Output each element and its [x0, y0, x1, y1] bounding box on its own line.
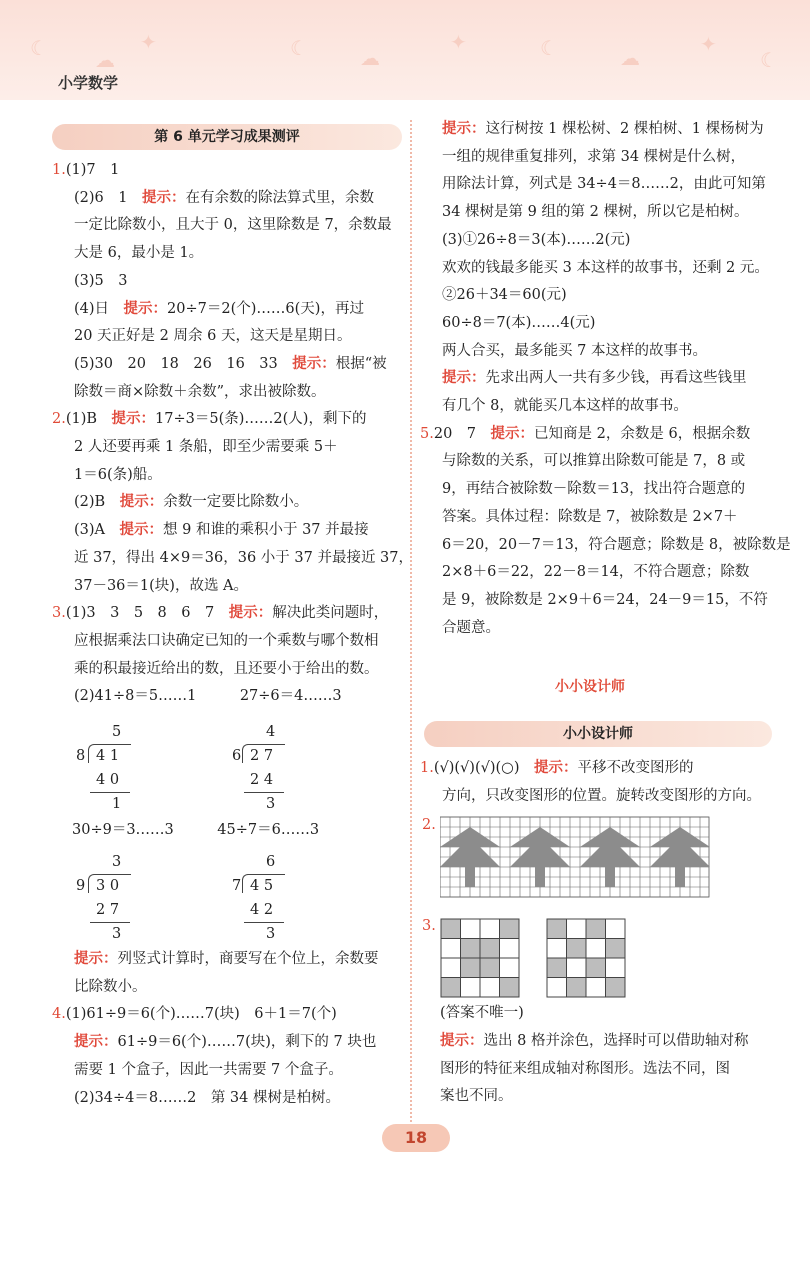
text-line: 欢欢的钱最多能买 3 本这样的故事书，还剩 2 元。: [442, 259, 769, 276]
text-line: (3)①26÷8＝3(本)……2(元): [442, 231, 631, 248]
long-division-27-6: 4 6 2 7 2 4 3: [232, 722, 312, 812]
star-icon: ✦: [700, 32, 717, 56]
grid-cell: [441, 958, 461, 978]
grid-cell: [606, 919, 626, 939]
q3-number: 3.: [422, 918, 436, 934]
text-line: 4.(1)61÷9＝6(个)……7(块) 6＋1＝7(个): [52, 1006, 337, 1023]
grid-cell: [480, 919, 500, 939]
grid-cell: [567, 958, 587, 978]
text-line: 2×8＋6＝22，22－8＝14，不符合题意；除数: [442, 564, 750, 581]
text-line: (2)B 提示：余数一定要比除数小。: [74, 494, 309, 511]
grid-cell: [461, 958, 481, 978]
text-line: 案也不同。: [440, 1088, 513, 1105]
grid-cell: [461, 978, 481, 998]
grid-cell: [500, 939, 520, 959]
grid-cell: [586, 939, 606, 959]
text-line: 34 棵树是第 9 组的第 2 棵树，所以它是柏树。: [442, 204, 749, 221]
star-icon: ✦: [450, 30, 467, 54]
left-answers: [52, 157, 414, 711]
text-line: 图形的特征来组成轴对称图形。选法不同，图: [440, 1060, 730, 1077]
moon-icon: ☾: [30, 36, 48, 60]
header-banner: [0, 0, 810, 100]
long-division-45-7: 6 7 4 5 4 2 3: [232, 852, 312, 942]
section-title-designer: 小小设计师: [424, 721, 772, 747]
grid-cell: [606, 978, 626, 998]
tree-grid-figure: [440, 816, 710, 898]
grid-cell: [480, 939, 500, 959]
grid-cell: [567, 939, 587, 959]
subject-label: 小学数学: [58, 74, 119, 92]
text-line: 答案。具体过程：除数是 7，被除数是 2×7＋: [442, 508, 738, 525]
designer-q1: 1.(√)(√)(√)(○) 提示：平移不改变图形的 方向，只改变图形的位置。旋转改变图形的方向。: [420, 760, 761, 804]
grid-cell: [606, 958, 626, 978]
grid-cell: [547, 919, 567, 939]
text-line: 3.(1)3 3 5 8 6 7 提示：解决此类问题时，: [52, 605, 389, 622]
grid-cell: [500, 978, 520, 998]
long-division-30-9: 3 9 3 0 2 7 3: [76, 852, 156, 942]
text-line: (2)34÷4＝8……2 第 34 棵树是柏树。: [74, 1089, 340, 1106]
grid-cell: [480, 978, 500, 998]
text-line: 5.20 7 提示：已知商是 2，余数是 6，根据余数: [420, 425, 751, 442]
section-title-unit6: 第 6 单元学习成果测评: [52, 124, 402, 150]
grid-cell: [586, 919, 606, 939]
text-line: (2)41÷8＝5……1 27÷6＝4……3: [74, 688, 342, 705]
text-line: 近 37，得出 4×9＝36，36 小于 37 并最接近 37，: [74, 549, 414, 566]
text-line: 与除数的关系，可以推算出除数可能是 7，8 或: [442, 453, 746, 470]
page-number: 18: [382, 1124, 450, 1152]
text-line: 除数＝商×除数＋余数”，求出被除数。: [74, 383, 326, 400]
text-line: 60÷8＝7(本)……4(元): [442, 314, 596, 331]
designer-subtitle: 小小设计师: [555, 679, 625, 695]
grid-cell: [567, 978, 587, 998]
long-division-41-8: 5 8 4 1 4 0 1: [76, 722, 156, 812]
grid-cell: [586, 978, 606, 998]
grid-cell: [441, 939, 461, 959]
text-line: 有几个 8，就能买几本这样的故事书。: [442, 398, 688, 415]
text-line: 是 9，被除数是 2×9＋6＝24，24－9＝15，不符: [442, 591, 768, 608]
text-line: 提示：61÷9＝6(个)……7(块)，剩下的 7 块也: [74, 1034, 377, 1051]
grid-cell: [547, 978, 567, 998]
text-line: 2 人还要再乘 1 条船，即至少需要乘 5＋: [74, 439, 338, 456]
text-line: 提示：先求出两人一共有多少钱，再看这些钱里: [442, 370, 747, 387]
grid-cell: [461, 939, 481, 959]
line-30-9: 30÷9＝3……3 45÷7＝6……3: [72, 822, 320, 838]
grid-cell: [480, 958, 500, 978]
text-line: (3)5 3: [74, 272, 128, 289]
cloud-icon: ☁: [360, 46, 380, 70]
text-line: 1.(1)7 1: [52, 162, 120, 178]
text-line: 37－36＝1(块)，故选 A。: [74, 577, 249, 594]
grid-cell: [567, 919, 587, 939]
text-line: 合题意。: [442, 619, 500, 636]
text-line: ②26＋34＝60(元): [442, 287, 567, 304]
cloud-icon: ☁: [620, 46, 640, 70]
text-line: 需要 1 个盒子，因此一共需要 7 个盒子。: [74, 1061, 343, 1078]
grid-cell: [586, 958, 606, 978]
text-line: 乘的积最接近给出的数，且还要小于给出的数。: [74, 660, 379, 677]
grid-cell: [500, 958, 520, 978]
text-line: 一组的规律重复排列，求第 34 棵树是什么树，: [442, 148, 746, 165]
text-line: (5)30 20 18 26 16 33 提示：根据“被: [74, 355, 387, 372]
symmetry-grid-b: [546, 918, 626, 998]
text-line: 2.(1)B 提示：17÷3＝5(条)……2(人)，剩下的: [52, 411, 367, 428]
moon-icon: ☾: [540, 36, 558, 60]
text-line: 大是 6，最小是 1。: [74, 245, 204, 262]
moon-icon: ☾: [290, 36, 308, 60]
text-line: (2)6 1 提示：在有余数的除法算式里，余数: [74, 189, 374, 206]
star-icon: ✦: [140, 30, 157, 54]
answer-note: (答案不唯一): [440, 1005, 524, 1021]
text-line: 9，再结合被除数－除数＝13，找出符合题意的: [442, 481, 746, 498]
moon-icon: ☾: [760, 48, 778, 72]
symmetry-grid-a: [440, 918, 520, 998]
grid-cell: [547, 958, 567, 978]
text-line: (4)日 提示：20÷7＝2(个)……6(天)，再过: [74, 300, 364, 317]
grid-cell: [500, 919, 520, 939]
right-answers: [420, 116, 805, 642]
text-line: 提示：列竖式计算时，商要写在个位上，余数要: [74, 951, 379, 967]
text-line: 应根据乘法口诀确定已知的一个乘数与哪个数相: [74, 632, 379, 649]
text-line: 6＝20，20－7＝13，符合题意；除数是 8，被除数是: [442, 536, 791, 553]
text-line: 比除数小。: [74, 978, 147, 995]
designer-hint: [440, 1028, 805, 1111]
text-line: 提示：选出 8 格并涂色，选择时可以借助轴对称: [440, 1033, 749, 1049]
text-line: 提示：这行树按 1 棵松树、2 棵柏树、1 棵杨树为: [442, 121, 764, 137]
text-line: 20 天正好是 2 周余 6 天，这天是星期日。: [74, 328, 352, 345]
grid-cell: [547, 939, 567, 959]
text-line: 两人合买，最多能买 7 本这样的故事书。: [442, 342, 707, 359]
cloud-icon: ☁: [95, 48, 115, 72]
grid-cell: [606, 939, 626, 959]
grid-cell: [441, 919, 461, 939]
text-line: (3)A 提示：想 9 和谁的乘积小于 37 并最接: [74, 522, 369, 539]
grid-cell: [441, 978, 461, 998]
grid-cell: [461, 919, 481, 939]
column-divider: [410, 120, 412, 1130]
text-line: 用除法计算，列式是 34÷4＝8……2，由此可知第: [442, 176, 766, 193]
q2-number: 2.: [422, 817, 436, 833]
text-line: 1＝6(条)船。: [74, 466, 162, 483]
text-line: 一定比除数小，且大于 0，这里除数是 7，余数最: [74, 217, 392, 234]
left-answers-2: [52, 946, 407, 1112]
